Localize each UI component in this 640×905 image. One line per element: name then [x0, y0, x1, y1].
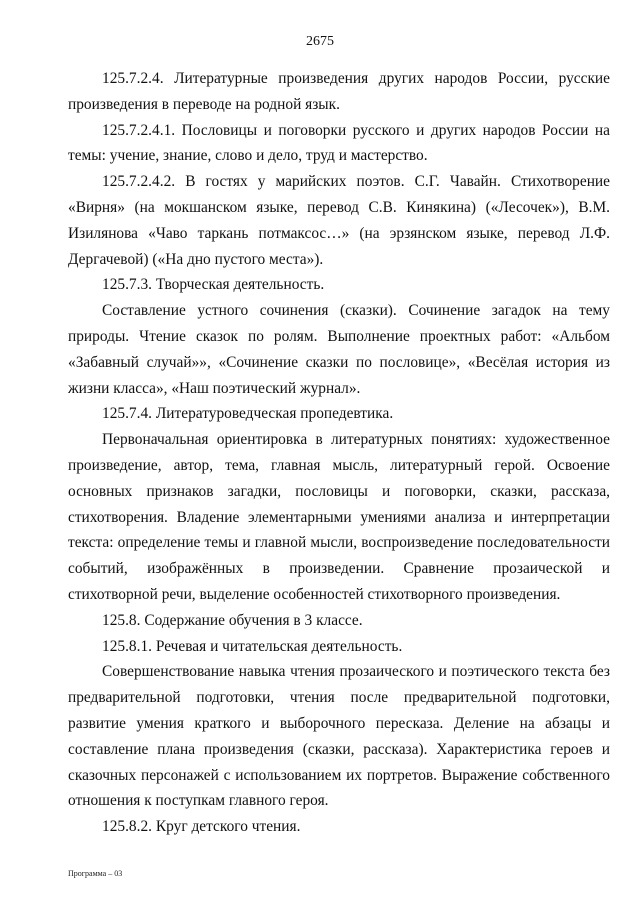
paragraph-literary-propaedeutics: Первоначальная ориентировка в литературных понятиях: художественное произведение, автор, тема, главная мысль, литературный герой. Освоение основных признаков загадки, пословицы и поговорки, сказки, рассказа, стихотворения. Владение элементарными умениями анализа и интерпретации текста: определение темы и главной мысли, воспроизведение последовательности событий, изображённых в произведении. Сравнение прозаической и стихотворной речи, выделение особенностей стихотворного произведения. — [68, 431, 610, 603]
paragraph-creative-activity: Составление устного сочинения (сказки). Сочинение загадок на тему природы. Чтение сказок по ролям. Выполнение проектных работ: «Альбом «Забавный случай»», «Сочинение сказки по пословице», «Весёлая история из жизни класса», «Наш поэтический журнал». — [68, 302, 610, 397]
heading-125-7-3: 125.7.3. Творческая деятельность. — [102, 276, 325, 294]
document-body — [68, 66, 610, 840]
page-footer: Программа – 03 — [68, 869, 123, 878]
heading-125-7-4: 125.7.4. Литературоведческая пропедевтика. — [102, 405, 394, 423]
paragraph-125-7-2-4-2: 125.7.2.4.2. В гостях у марийских поэтов. С.Г. Чавайн. Стихотворение «Вирня» (на мокшанском языке, перевод С.В. Кинякина) («Лесочек»), В.М. Изилянова «Чаво таркань потмаксос…» (на эрзянском языке, перевод Л.Ф. Дергачевой) («На дно пустого места»). — [68, 173, 610, 268]
paragraph-125-7-2-4: 125.7.2.4. Литературные произведения других народов России, русские произведения в переводе на родной язык. — [68, 70, 610, 113]
paragraph-reading-skills: Совершенствование навыка чтения прозаического и поэтического текста без предварительной подготовки, чтения после предварительной подготовки, развитие умения краткого и выборочного пересказа. Деление на абзацы и составление плана произведения (сказки, рассказа). Характеристика героев и сказочных персонажей с использованием их портретов. Выражение собственного отношения к поступкам главного героя. — [68, 663, 610, 810]
page-number: 2675 — [306, 34, 334, 49]
heading-125-8-1: 125.8.1. Речевая и читательская деятельность. — [102, 637, 403, 655]
heading-125-8: 125.8. Содержание обучения в 3 классе. — [102, 611, 363, 629]
paragraph-125-7-2-4-1: 125.7.2.4.1. Пословицы и поговорки русского и других народов России на темы: учение, знание, слово и дело, труд и мастерство. — [68, 121, 610, 165]
heading-125-8-2: 125.8.2. Круг детского чтения. — [102, 818, 301, 836]
